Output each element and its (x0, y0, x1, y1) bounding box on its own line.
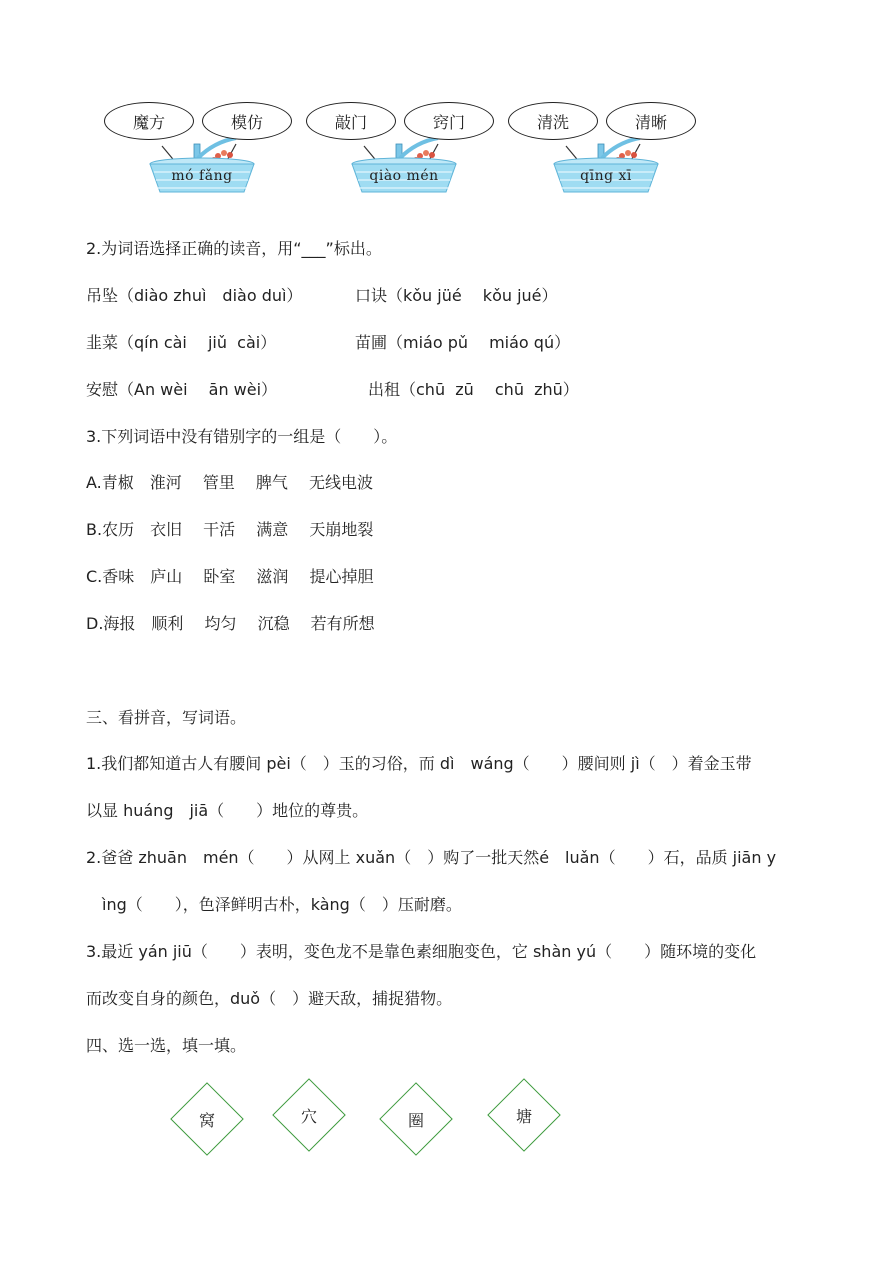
diamond-card-4 (487, 1078, 561, 1152)
word-oval-right (404, 102, 494, 140)
q3-title: 3.下列词语中没有错别字的一组是（ ）。 (86, 427, 398, 446)
basket-icon (548, 136, 664, 198)
pinyin-row-1-left: 吊坠（diào zhuì diào duì） (86, 286, 303, 305)
basket-icon (346, 136, 462, 198)
basket-icon (144, 136, 260, 198)
section3-title: 三、看拼音，写词语。 (86, 708, 247, 727)
word-left: 敲门 (334, 112, 367, 132)
word-oval-right (202, 102, 292, 140)
diamond-char-2: 穴 (300, 1106, 317, 1126)
section4-title: 四、选一选，填一填。 (86, 1036, 247, 1055)
pinyin-row-3-right: 出租（chū zū chū zhū） (368, 380, 579, 399)
basket-pinyin: qīng xī (580, 168, 632, 184)
basket-pinyin: mó fǎng (171, 168, 233, 184)
pinyin-row-1-right: 口诀（kǒu jüé kǒu jué） (355, 286, 558, 305)
word-oval-left (306, 102, 396, 140)
word-right: 窍门 (432, 112, 465, 132)
word-oval-right (606, 102, 696, 140)
word-oval-left (508, 102, 598, 140)
option-d: D.海报 顺利 均匀 沉稳 若有所想 (86, 614, 375, 633)
section3-line-5: 3.最近 yán jiū（ ）表明，变色龙不是靠色素细胞变色，它 shàn yú（ ）随环境的变化 (86, 942, 757, 961)
word-left: 清洗 (536, 112, 569, 132)
word-left: 魔方 (132, 112, 165, 132)
section3-line-4: ìng（ ），色泽鲜明古朴，kàng（ ）压耐磨。 (86, 895, 462, 914)
q2-title: 2.为词语选择正确的读音，用“___”标出。 (86, 239, 382, 258)
pinyin-row-2-right: 苗圃（miáo pǔ miáo qú） (355, 333, 571, 352)
section3-line-2: 以显 huáng jiā（ ）地位的尊贵。 (86, 801, 369, 820)
word-oval-left (104, 102, 194, 140)
diamond-card-1 (170, 1082, 244, 1156)
option-a: A.青椒 淮河 管里 脾气 无线电波 (86, 473, 374, 492)
diamond-char-1: 窝 (198, 1110, 215, 1130)
section3-line-1: 1.我们都知道古人有腰间 pèi（ ）玉的习俗，而 dì wáng（ ）腰间则 jì（ ）着金玉带 (86, 754, 752, 773)
diamond-card-3 (379, 1082, 453, 1156)
matching-group-1 (104, 98, 304, 200)
diamond-card-2 (272, 1078, 346, 1152)
word-right: 模仿 (230, 112, 263, 132)
diamond-char-4: 塘 (515, 1106, 532, 1126)
matching-group-2 (306, 98, 506, 200)
diamond-char-3: 圈 (407, 1110, 424, 1130)
basket-pinyin: qiào mén (369, 168, 439, 184)
matching-group-3 (508, 98, 708, 200)
pinyin-row-2-left: 韭菜（qín cài jiǔ cài） (86, 333, 277, 352)
option-b: B.农历 衣旧 干活 满意 天崩地裂 (86, 520, 374, 539)
pinyin-row-3-left: 安慰（An wèi ān wèi） (86, 380, 278, 399)
option-c: C.香味 庐山 卧室 滋润 提心掉胆 (86, 567, 374, 586)
section3-line-6: 而改变自身的颜色，duǒ（ ）避天敌，捕捉猎物。 (86, 989, 453, 1008)
word-right: 清晰 (634, 112, 667, 132)
section3-line-3: 2.爸爸 zhuān mén（ ）从网上 xuǎn（ ）购了一批天然é luǎn（ ）石，品质 jiān y (86, 848, 777, 867)
